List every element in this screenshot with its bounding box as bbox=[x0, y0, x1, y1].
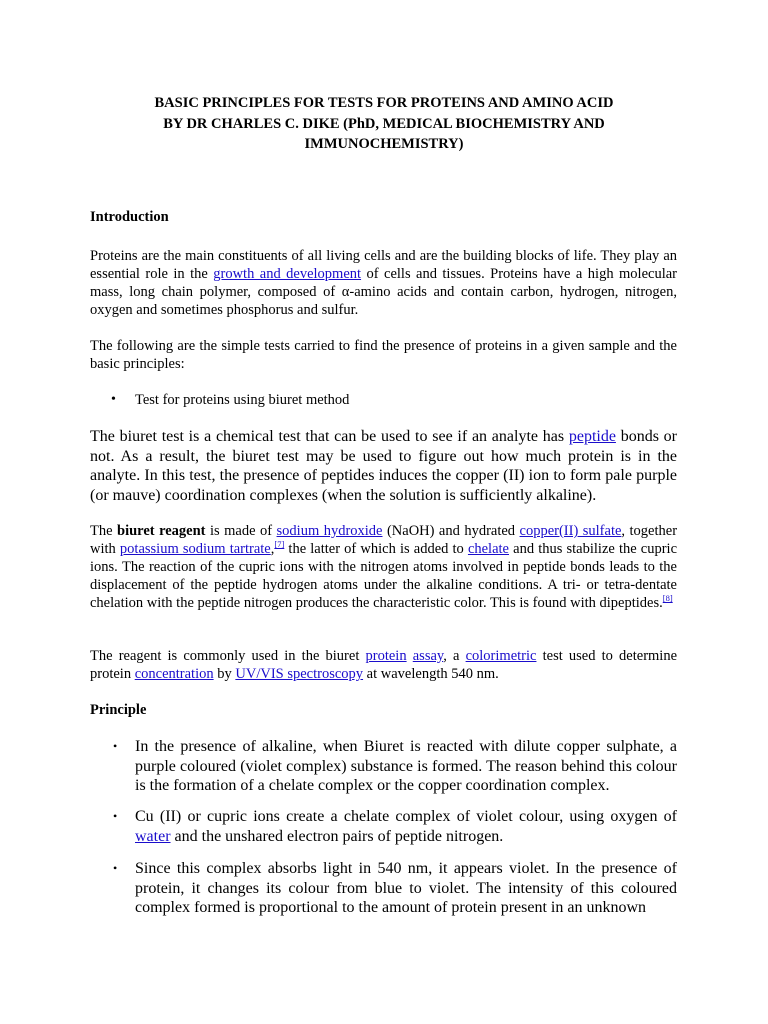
assay-text-a: The reagent is commonly used in the biuret bbox=[90, 648, 366, 664]
title-line-3: IMMUNOCHEMISTRY) bbox=[304, 136, 464, 152]
title-line-1: BASIC PRINCIPLES FOR TESTS FOR PROTEINS AND AMINO ACID bbox=[154, 95, 614, 111]
reference-7-link[interactable]: [7] bbox=[274, 539, 285, 549]
assay-text-c: test used to determine protein bbox=[90, 648, 678, 682]
bullet-marker: • bbox=[113, 809, 118, 823]
principle-item-text: Since this complex absorbs light in 540 nm, it appears violet. In the presence of protein, it changes its colour from blue to violet. The intensity of this coloured complex formed is proportional to the amount of protein present in an unknown bbox=[135, 860, 677, 916]
protein-link[interactable]: protein bbox=[365, 648, 407, 664]
reagent-text-a: The bbox=[90, 523, 118, 539]
copper-sulfate-link[interactable]: copper(II) sulfate bbox=[519, 523, 622, 539]
reagent-text-g: and thus stabilize the cupric ions. The reaction of the cupric ions with the nitrogen atoms involved in peptide bonds leads to the displacement of the peptide hydrogen atoms under the alkaline conditions. A tri- or tetra-dentate chelation with the peptide nitrogen produces the characteristic color. This is found with dipeptides. bbox=[90, 541, 678, 611]
title-line-2: BY DR CHARLES C. DIKE (PhD, MEDICAL BIOCHEMISTRY AND bbox=[163, 115, 605, 132]
introduction-heading: Introduction bbox=[90, 209, 169, 225]
biuret-text-a: The biuret test is a chemical test that can be used to see if an analyte has bbox=[90, 428, 569, 445]
reagent-text-f: the latter of which is added to bbox=[284, 541, 468, 557]
potassium-sodium-tartrate-link[interactable]: potassium sodium tartrate bbox=[119, 541, 271, 557]
reagent-text-c: (NaOH) and hydrated bbox=[382, 523, 520, 539]
assay-text-d: by bbox=[213, 666, 236, 682]
principle-item-text: In the presence of alkaline, when Biuret is reacted with dilute copper sulphate, a purple coloured (violet complex) substance is formed. The reason behind this colour is the formation of a chelate complex or the copper coordination complex. bbox=[135, 738, 677, 794]
assay-text-e: at wavelength 540 nm. bbox=[363, 666, 499, 682]
intro-paragraph-2: The following are the simple tests carried to find the presence of proteins in a given sample and the basic principles: bbox=[90, 338, 677, 372]
intro-text-b: of cells and tissues. Proteins have a high molecular mass, long chain polymer, composed of α-amino acids and contain carbon, hydrogen, nitrogen, oxygen and sometimes phosphorus and sulfur. bbox=[90, 266, 677, 318]
assay-link[interactable]: assay bbox=[412, 648, 444, 664]
uv-vis-spectroscopy-link[interactable]: UV/VIS spectroscopy bbox=[235, 666, 364, 682]
bullet-text: Test for proteins using biuret method bbox=[135, 392, 350, 408]
bullet-marker: • bbox=[113, 739, 118, 753]
colorimetric-link[interactable]: colorimetric bbox=[465, 648, 537, 664]
biuret-text-b: bonds or not. As a result, the biuret test may be used to figure out how much protein is in the analyte. In this test, the presence of peptides induces the copper (II) ion to form pale purple (or mauve) coordination complexes (when the solution is sufficiently alkaline). bbox=[90, 428, 677, 504]
principle-heading: Principle bbox=[90, 702, 147, 718]
chelate-link[interactable]: chelate bbox=[467, 541, 509, 557]
intro-paragraph-1 bbox=[90, 247, 677, 319]
intro-text-a: Proteins are the main constituents of all living cells and are the building blocks of life. They play an essential role in the bbox=[90, 248, 677, 282]
reagent-text-d: , together with bbox=[90, 523, 678, 557]
reagent-text-b: is made of bbox=[205, 523, 277, 539]
peptide-link[interactable]: peptide bbox=[568, 428, 616, 445]
bullet-marker: • bbox=[111, 392, 116, 407]
assay-text-b: , a bbox=[443, 648, 466, 664]
biuret-paragraph-1 bbox=[90, 427, 677, 505]
water-link[interactable]: water bbox=[135, 827, 171, 845]
reagent-text-e: , bbox=[270, 541, 275, 557]
biuret-reagent-paragraph bbox=[90, 522, 677, 612]
reference-8-link[interactable]: [8] bbox=[662, 593, 673, 603]
biuret-reagent-term: biuret reagent bbox=[117, 523, 206, 539]
concentration-link[interactable]: concentration bbox=[134, 666, 214, 682]
biuret-assay-paragraph bbox=[90, 647, 677, 683]
document-title bbox=[90, 93, 678, 155]
principle-item-text bbox=[135, 807, 677, 846]
sodium-hydroxide-link[interactable]: sodium hydroxide bbox=[276, 523, 383, 539]
growth-development-link[interactable]: growth and development bbox=[213, 266, 362, 282]
principle-text-b: and the unshared electron pairs of peptide nitrogen. bbox=[170, 827, 504, 845]
principle-text-a: Cu (II) or cupric ions create a chelate complex of violet colour, using oxygen of bbox=[135, 808, 677, 825]
bullet-marker: • bbox=[113, 861, 118, 875]
